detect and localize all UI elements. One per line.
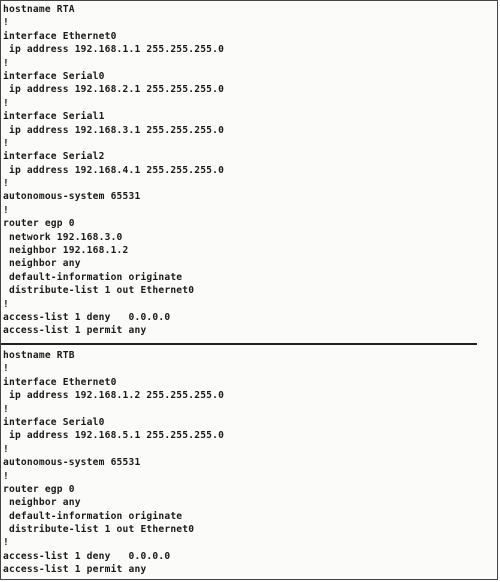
- rta-config-block: [3, 3, 497, 338]
- config-line: !: [3, 363, 9, 375]
- config-line: router egp 0: [3, 218, 75, 230]
- section-divider: [1, 343, 477, 345]
- config-line: neighbor any: [3, 497, 81, 509]
- config-line: autonomous-system 65531: [3, 457, 141, 469]
- config-line: ip address 192.168.3.1 255.255.255.0: [3, 124, 225, 136]
- config-line: !: [3, 178, 9, 190]
- config-line: !: [3, 470, 9, 482]
- config-line: access-list 1 deny 0.0.0.0: [3, 311, 171, 323]
- config-line: access-list 1 permit any: [3, 564, 147, 576]
- config-line: neighbor any: [3, 258, 81, 270]
- config-line: !: [3, 137, 9, 149]
- config-line: distribute-list 1 out Ethernet0: [3, 524, 195, 536]
- config-line: default-information originate: [3, 510, 183, 522]
- config-line: distribute-list 1 out Ethernet0: [3, 285, 195, 297]
- config-line: hostname RTB: [3, 350, 75, 361]
- config-line: interface Serial0: [3, 416, 105, 428]
- config-line: autonomous-system 65531: [3, 191, 141, 203]
- config-line: !: [3, 204, 9, 216]
- config-line: ip address 192.168.1.1 255.255.255.0: [3, 44, 225, 56]
- config-line: network 192.168.3.0: [3, 231, 123, 243]
- config-line: interface Serial1: [3, 111, 105, 123]
- config-line: router egp 0: [3, 483, 75, 495]
- config-line: !: [3, 443, 9, 455]
- config-line: !: [3, 57, 9, 69]
- rtb-config-block: [3, 349, 497, 577]
- config-line: !: [3, 17, 9, 29]
- config-line: default-information originate: [3, 271, 183, 283]
- config-line: access-list 1 deny 0.0.0.0: [3, 550, 171, 562]
- config-line: ip address 192.168.1.2 255.255.255.0: [3, 390, 225, 402]
- config-line: !: [3, 97, 9, 109]
- config-line: ip address 192.168.5.1 255.255.255.0: [3, 430, 225, 442]
- config-line: interface Serial0: [3, 70, 105, 82]
- config-line: ip address 192.168.4.1 255.255.255.0: [3, 164, 225, 176]
- config-line: interface Serial2: [3, 151, 105, 163]
- config-line: !: [3, 298, 9, 310]
- config-line: !: [3, 403, 9, 415]
- config-line: ip address 192.168.2.1 255.255.255.0: [3, 84, 225, 96]
- config-line: hostname RTA: [3, 4, 75, 15]
- config-line: access-list 1 permit any: [3, 325, 147, 337]
- config-line: !: [3, 537, 9, 549]
- config-line: interface Ethernet0: [3, 376, 117, 388]
- config-line: interface Ethernet0: [3, 30, 117, 42]
- config-line: neighbor 192.168.1.2: [3, 245, 129, 257]
